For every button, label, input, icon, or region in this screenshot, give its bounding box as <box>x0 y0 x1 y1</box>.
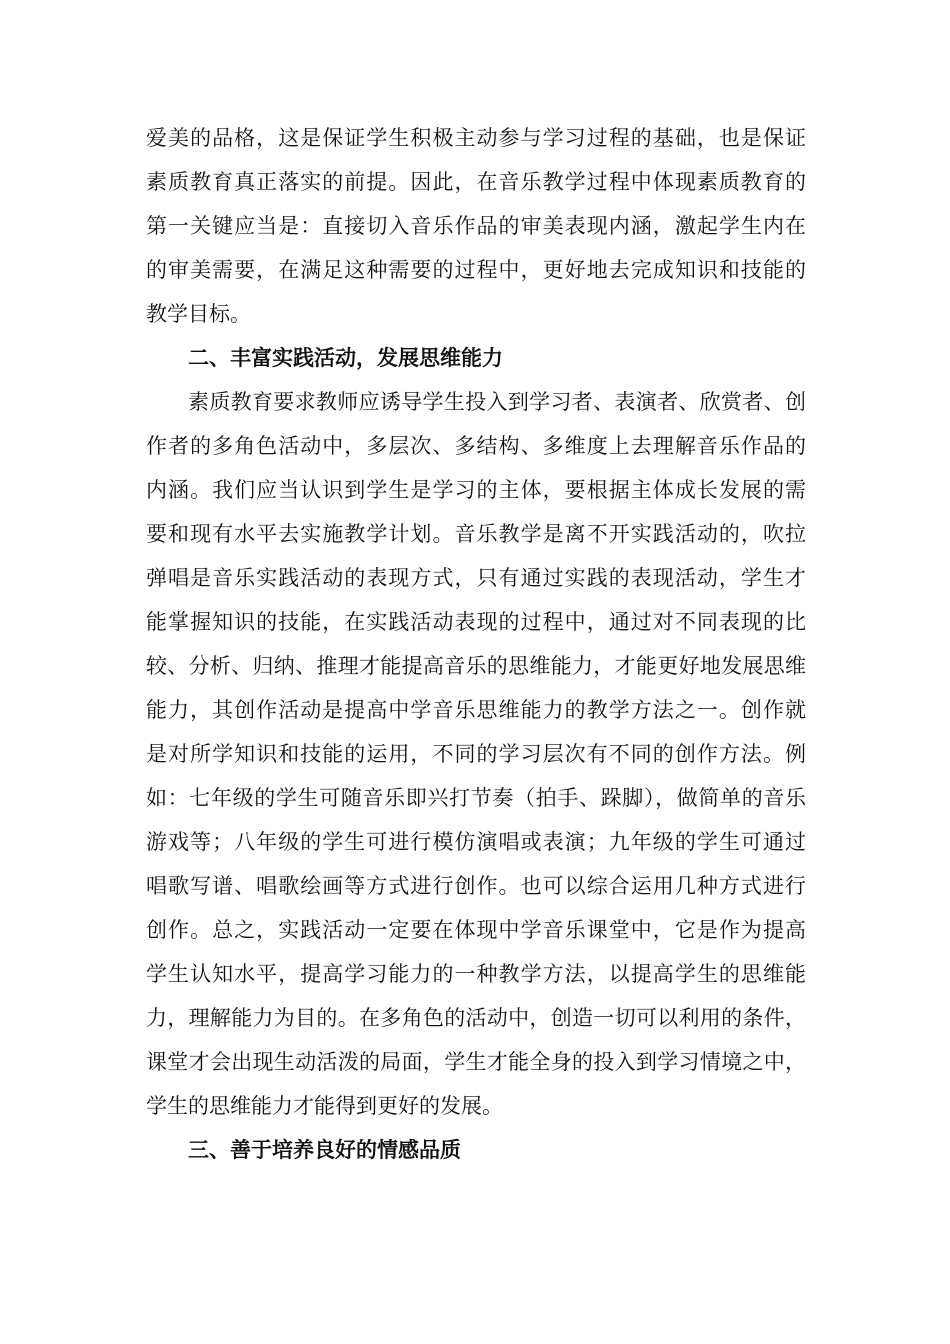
paragraph-line: 教学目标。 <box>146 302 251 326</box>
paragraph-line: 素质教育真正落实的前提。因此，在音乐教学过程中体现素质教育的 <box>146 170 806 194</box>
section-heading-3: 三、善于培养良好的情感品质 <box>188 1137 461 1162</box>
paragraph-1 <box>146 116 806 1172</box>
paragraph-line: 学生的思维能力才能得到更好的发展。 <box>146 1094 503 1118</box>
paragraph-line: 要和现有水平去实施教学计划。音乐教学是离不开实践活动的，吹拉 <box>146 522 806 546</box>
paragraph-line: 素质教育要求教师应诱导学生投入到学习者、表演者、欣赏者、创 <box>188 390 806 414</box>
paragraph-line: 能掌握知识的技能，在实践活动表现的过程中，通过对不同表现的比 <box>146 610 806 634</box>
paragraph-line: 学生认知水平，提高学习能力的一种教学方法，以提高学生的思维能 <box>146 962 806 986</box>
paragraph-line: 第一关键应当是：直接切入音乐作品的审美表现内涵，激起学生内在 <box>146 214 806 238</box>
paragraph-line: 作者的多角色活动中，多层次、多结构、多维度上去理解音乐作品的 <box>146 434 806 458</box>
paragraph-line: 如：七年级的学生可随音乐即兴打节奏（拍手、跺脚），做简单的音乐 <box>146 786 806 810</box>
paragraph-line: 较、分析、归纳、推理才能提高音乐的思维能力，才能更好地发展思维 <box>146 654 806 678</box>
paragraph-line: 课堂才会出现生动活泼的局面，学生才能全身的投入到学习情境之中， <box>146 1050 806 1074</box>
paragraph-line: 爱美的品格，这是保证学生积极主动参与学习过程的基础，也是保证 <box>146 126 806 150</box>
paragraph-line: 的审美需要，在满足这种需要的过程中，更好地去完成知识和技能的 <box>146 258 806 282</box>
paragraph-line: 力，理解能力为目的。在多角色的活动中，创造一切可以利用的条件， <box>146 1006 806 1030</box>
section-heading-2: 二、丰富实践活动，发展思维能力 <box>188 345 503 370</box>
paragraph-line: 唱歌写谱、唱歌绘画等方式进行创作。也可以综合运用几种方式进行 <box>146 874 806 898</box>
paragraph-line: 游戏等；八年级的学生可进行模仿演唱或表演；九年级的学生可通过 <box>146 830 806 854</box>
paragraph-line: 能力，其创作活动是提高中学音乐思维能力的教学方法之一。创作就 <box>146 698 806 722</box>
paragraph-line: 弹唱是音乐实践活动的表现方式，只有通过实践的表现活动，学生才 <box>146 566 806 590</box>
paragraph-line: 创作。总之，实践活动一定要在体现中学音乐课堂中，它是作为提高 <box>146 918 806 942</box>
paragraph-line: 内涵。我们应当认识到学生是学习的主体，要根据主体成长发展的需 <box>146 478 806 502</box>
paragraph-line: 是对所学知识和技能的运用，不同的学习层次有不同的创作方法。例 <box>146 742 806 766</box>
